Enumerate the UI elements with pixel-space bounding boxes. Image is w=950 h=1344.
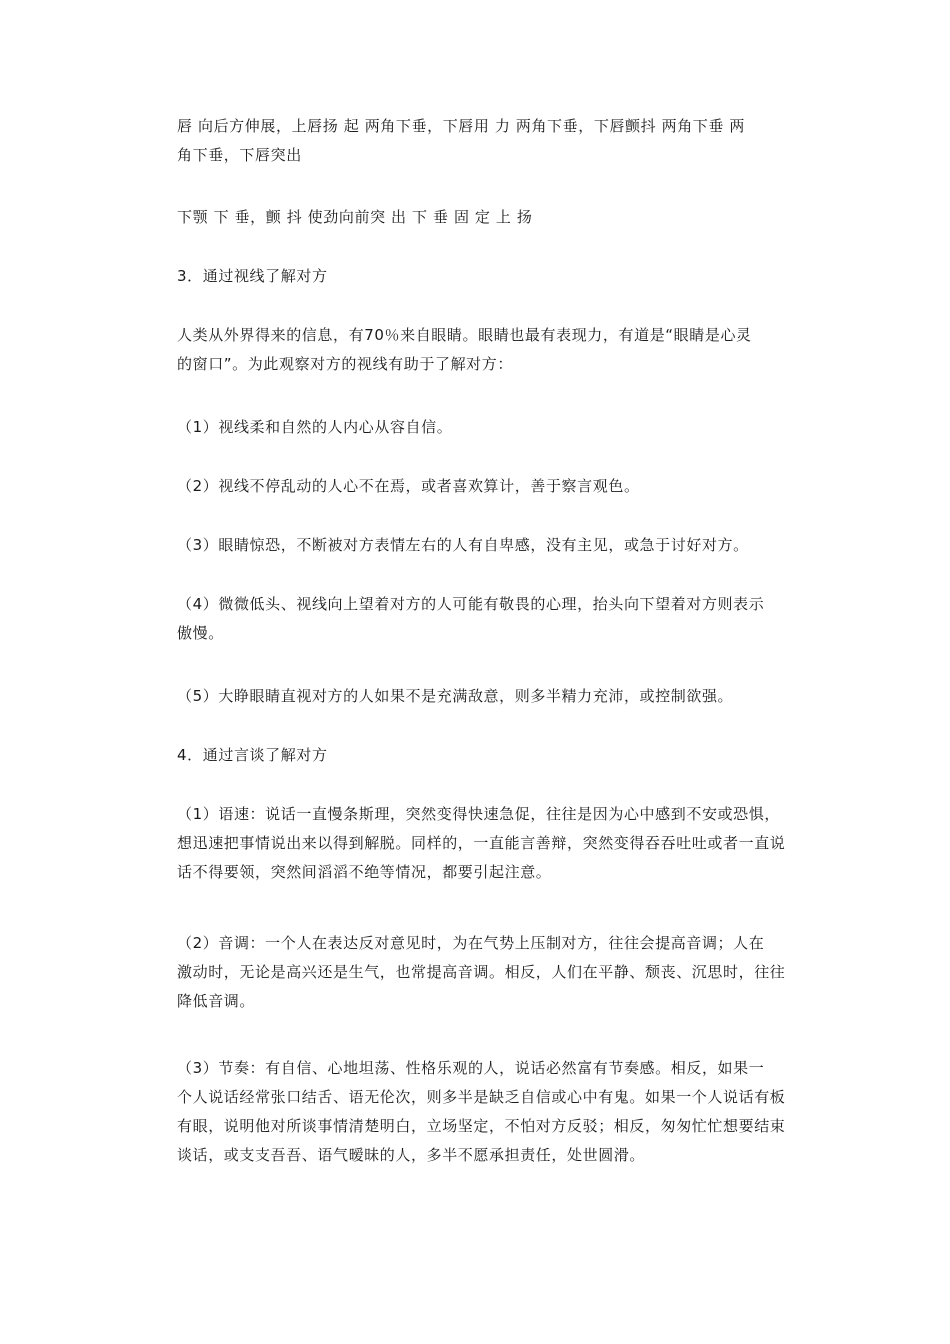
speech-item-1 bbox=[145, 800, 810, 887]
text-line: （3）节奏：有自信、心地坦荡、性格乐观的人，说话必然富有节奏感。相反，如果一 bbox=[177, 1059, 765, 1077]
text-line: 激动时，无论是高兴还是生气，也常提高音调。相反，人们在平静、颓丧、沉思时，往往 bbox=[177, 963, 786, 981]
sight-item-1 bbox=[145, 413, 810, 442]
text-line: 想迅速把事情说出来以得到解脱。同样的，一直能言善辩，突然变得吞吞吐吐或者一直说 bbox=[177, 834, 786, 852]
text-line: 角下垂，下唇突出 bbox=[177, 146, 302, 164]
section-heading-3 bbox=[145, 262, 810, 291]
text-line: （3）眼睛惊恐，不断被对方表情左右的人有自卑感，没有主见，或急于讨好对方。 bbox=[177, 536, 749, 554]
text-line: （1）视线柔和自然的人内心从容自信。 bbox=[177, 418, 453, 436]
section-heading-4 bbox=[145, 741, 810, 770]
text-line: （2）视线不停乱动的人心不在焉，或者喜欢算计，善于察言观色。 bbox=[177, 477, 640, 495]
text-line: 人类从外界得来的信息，有70％来自眼睛。眼睛也最有表现力，有道是“眼睛是心灵 bbox=[177, 326, 752, 344]
lip-description bbox=[145, 112, 810, 170]
text-line: （4）微微低头、视线向上望着对方的人可能有敬畏的心理，抬头向下望着对方则表示 bbox=[177, 595, 765, 613]
jaw-description bbox=[145, 203, 810, 232]
text-line: （5）大睁眼睛直视对方的人如果不是充满敌意，则多半精力充沛，或控制欲强。 bbox=[177, 687, 734, 705]
speech-item-2 bbox=[145, 929, 810, 1016]
text-line: 傲慢。 bbox=[177, 624, 224, 642]
text-line: 话不得要领，突然间滔滔不绝等情况，都要引起注意。 bbox=[177, 863, 552, 881]
text-line: 有眼，说明他对所谈事情清楚明白，立场坚定，不怕对方反驳；相反，匆匆忙忙想要结束 bbox=[177, 1117, 786, 1135]
text-line: （1）语速：说话一直慢条斯理，突然变得快速急促，往往是因为心中感到不安或恐惧， bbox=[177, 805, 780, 823]
sight-item-2 bbox=[145, 472, 810, 501]
sight-item-4 bbox=[145, 590, 810, 648]
text-line: 谈话，或支支吾吾、语气暧昧的人，多半不愿承担责任，处世圆滑。 bbox=[177, 1146, 646, 1164]
text-line: 个人说话经常张口结舌、语无伦次，则多半是缺乏自信或心中有鬼。如果一个人说话有板 bbox=[177, 1088, 786, 1106]
text-line: 下颚 下 垂，颤 抖 使劲向前突 出 下 垂 固 定 上 扬 bbox=[177, 208, 533, 226]
text-line: 的窗口”。为此观察对方的视线有助于了解对方： bbox=[177, 355, 513, 373]
sight-item-3 bbox=[145, 531, 810, 560]
text-line: 降低音调。 bbox=[177, 992, 256, 1010]
sight-item-5 bbox=[145, 682, 810, 711]
speech-item-3 bbox=[145, 1054, 810, 1170]
heading-text: 3．通过视线了解对方 bbox=[177, 267, 328, 285]
heading-text: 4．通过言谈了解对方 bbox=[177, 746, 328, 764]
text-line: （2）音调：一个人在表达反对意见时，为在气势上压制对方，往往会提高音调；人在 bbox=[177, 934, 765, 952]
text-line: 唇 向后方伸展，上唇扬 起 两角下垂，下唇用 力 两角下垂，下唇颤抖 两角下垂 两 bbox=[177, 117, 745, 135]
sight-intro-paragraph bbox=[145, 321, 810, 379]
